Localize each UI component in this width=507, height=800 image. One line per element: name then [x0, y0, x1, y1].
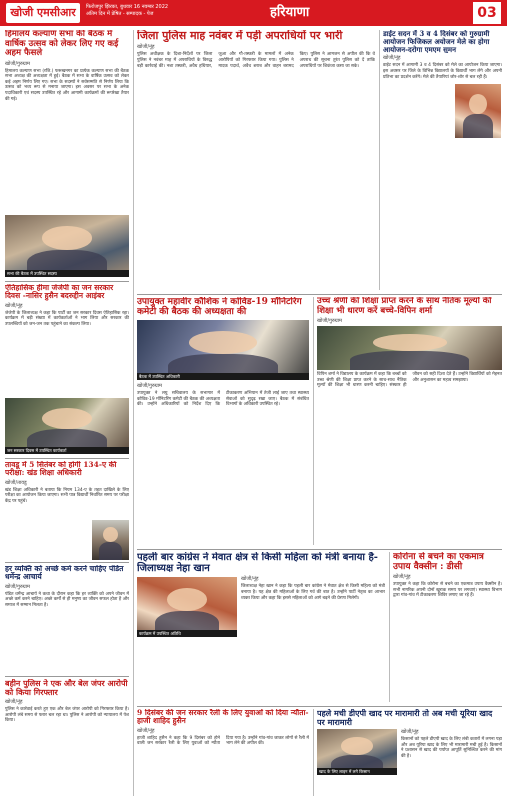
article-police-november: [137, 30, 375, 292]
article-bail-jumper: [5, 679, 129, 796]
headline: कोरोना से बचने का एकमात्र उपाय वैक्सीन : डीसी: [393, 552, 484, 573]
article-himalaya: [5, 30, 129, 210]
byline: खोजी/नूंह: [241, 576, 259, 583]
article-body: हाजी शाहिद हुसैन ने कहा कि 9 दिसंबर को होने वाली जन सरकार रैली के लिए युवाओं को न्यौता दिया गया है। उन्होंने गांव-गांव जाकर लोगों से रैली में भाग लेने की अपील की।: [137, 735, 309, 747]
article-diet-mela: [383, 30, 502, 290]
article-dharmendra: [5, 565, 129, 673]
photo-caption: जन सरकार दिवस में उपस्थित कार्यकर्ता: [5, 447, 129, 454]
byline: खोजी/नूंह: [137, 44, 155, 51]
article-body: उपायुक्त ने कहा कि कोरोना से बचने का एकमात्र उपाय वैक्सीन है। सभी नागरिक अपनी दोनों खुराक समय पर लगवाएं। स्वास्थ्य विभाग द्वारा गांव-गांव में टीकाकरण शिविर लगाए जा रहे हैं।: [393, 582, 502, 599]
byline: खोजी/नूंह: [137, 727, 155, 734]
byline: खोजी/नूंह: [401, 728, 419, 735]
headline: ऐतिहासिक हीमा जेजेपी का जन सरकार दिवस -नासिर हुसैन बदरुद्दीन आइंबर: [5, 284, 114, 301]
byline: खोजी/गुरुग्राम: [137, 383, 162, 390]
headline: उपायुक्त महावीर कौशिक ने कोविड-19 मॉनिटरिंग कमेटी की बैठक की अध्यक्षता की: [137, 297, 302, 318]
article-body: पुलिस ने कार्रवाई करते हुए एक और बेल जंपर आरोपी को गिरफ्तार किया है। आरोपी लंबे समय से फरार चल रहा था। पुलिस ने आरोपी को न्यायालय में पेश किया।: [5, 706, 129, 724]
byline: खोजी/गुरुग्राम: [5, 60, 30, 67]
headline: 9 दिसंबर की जन सरकार रैली के लिए युवाओं को दिया न्यौता-हाजी शाहिद हुसैन: [137, 709, 309, 726]
headline: पहले मची डीएपी खाद पर मारामारी तो अब मची यूरिया खाद पर मारामारी: [317, 709, 493, 727]
photo-meeting: [5, 215, 129, 277]
byline: खोजी/नूंह: [5, 698, 23, 705]
headline: हर व्यक्ति को अच्छे कर्म करने चाहिए पंडित धर्मेन्द्र आचार्य: [5, 565, 124, 582]
article-body: विपिन शर्मा ने विद्यालय के कार्यक्रम में कहा कि बच्चों को उच्च श्रेणी की शिक्षा प्राप्त करने के साथ-साथ नैतिक मूल्यों की शिक्षा भी धारण करनी चाहिए। संस्कार ही जीवन को सही दिशा देते हैं। उन्होंने विद्यार्थियों को मेहनत और अनुशासन का महत्व समझाया।: [317, 372, 502, 389]
photo-committee: [137, 320, 309, 380]
dateline-text: फिरोजपुर झिरका, बुधवार 16 नवम्बर 2022: [86, 4, 169, 10]
article-moral-values: [317, 297, 502, 547]
headline: तावडू में 5 सितंबर को होगी 134-ए की परीक्षा: खंड शिक्षा अधिकारी: [5, 461, 117, 478]
masthead-dateline: [86, 4, 246, 18]
article-body: पंडित धर्मेन्द्र आचार्य ने कथा के दौरान कहा कि हर व्यक्ति को अपने जीवन में अच्छे कर्म करने चाहिए। अच्छे कर्मों से ही मनुष्य का जीवन सफल होता है और समाज में सम्मान मिलता है।: [5, 591, 129, 608]
photo-neha-khan: [137, 577, 237, 637]
article-body: पुलिस अधीक्षक के दिशा-निर्देशों पर जिला पुलिस ने नवंबर माह में अपराधियों के विरुद्ध बड़ी कार्रवाई की। नशा तस्करी, अवैध हथियार, जुआ और गौ-तस्करी के मामलों में अनेक आरोपियों को गिरफ्तार किया गया। पुलिस ने मादक पदार्थ, अवैध शराब और वाहन बरामद किए। पुलिस ने आमजन से अपील की कि वे अपराध की सूचना तुरंत पुलिस को दें ताकि अपराधियों पर शिकंजा कसा जा सके।: [137, 52, 375, 69]
article-body: खंड शिक्षा अधिकारी ने बताया कि नियम 134-ए के तहत दाखिले के लिए परीक्षा का आयोजन किया जाएगा। सभी पात्र विद्यार्थी निर्धारित समय पर परीक्षा केंद्र पर पहुंचें।: [5, 487, 129, 504]
article-body: किसानों को पहले डीएपी खाद के लिए लंबी कतारों में लगना पड़ा और अब यूरिया खाद के लिए भी मारामारी मची हुई है। किसानों ने प्रशासन से खाद की पर्याप्त आपूर्ति सुनिश्चित करने की मांग की है।: [401, 736, 502, 759]
article-covid-committee: [137, 297, 309, 547]
byline: खोजी/गुरुग्राम: [317, 318, 342, 325]
byline: खोजी/नूंह: [5, 302, 23, 309]
dateline-subline: अंतिम दिन में प्रेषित - सम्पादक - पेज: [86, 11, 154, 17]
byline: खोजी/नूंह: [383, 55, 401, 62]
article-vaccine: [393, 552, 502, 704]
headline: उच्च श्रेणी की शिक्षा प्राप्त करने के साथ नैतिक मूल्यों की शिक्षा भी धारण करें बच्चे-विपिन शर्मा: [317, 297, 492, 316]
article-body: डाईट सदन में आगामी 3 व 4 दिसंबर को मेले का आयोजन किया जाएगा। इस अवसर पर जिले के विभिन्न विद्यालयों के विद्यार्थी भाग लेंगे और अपनी प्रतिभा का प्रदर्शन करेंगे। मेले की तैयारियां जोर-शोर से चल रही हैं।: [383, 63, 502, 80]
article-body: जेजेपी के जिलाध्यक्ष ने कहा कि पार्टी का जन सरकार दिवस ऐतिहासिक रहा। कार्यक्रम में बड़ी संख्या में कार्यकर्ताओं ने भाग लिया और सरकार की उपलब्धियों को जन-जन तक पहुंचाने का संकल्प लिया।: [5, 310, 129, 327]
photo-farmers: [317, 729, 397, 775]
headline: पहली बार कांग्रेस ने मेवात क्षेत्र से किसी महिला को मंत्री बनाया है-जिलाध्यक्ष नेहा खान: [137, 552, 378, 575]
article-body: जिलाध्यक्ष नेहा खान ने कहा कि पहली बार कांग्रेस ने मेवात क्षेत्र से किसी महिला को मंत्री बनाया है। यह क्षेत्र की महिलाओं के लिए गर्व की बात है। उन्होंने पार्टी नेतृत्व का आभार व्यक्त किया और कहा कि इससे महिलाओं को आगे बढ़ने की प्रेरणा मिलेगी।: [241, 584, 385, 601]
photo-caption: कार्यक्रम में उपस्थित अतिथि: [137, 630, 237, 637]
photo-jjp: [5, 398, 129, 454]
byline: खोजी/गुरुग्राम: [5, 583, 30, 590]
photo-school: [317, 326, 502, 370]
photo-caption: बैठक में उपस्थित अधिकारी: [137, 373, 309, 380]
headline: बहीन पुलिस ने एक और बेल जंपर आरोपी को किया गिरफ्तार: [5, 679, 128, 697]
article-fertilizer: [317, 709, 502, 796]
article-jjp: [5, 284, 129, 396]
masthead: [0, 0, 507, 26]
headline: हिमालय कल्याण सभा की बैठक में वार्षिक उत्सव को लेकर लिए गए कई अहम फैसले: [5, 30, 119, 59]
photo-suman: [455, 84, 501, 138]
page-number: 03: [473, 2, 501, 24]
masthead-logo: खोजी एमसीआर: [6, 3, 80, 23]
byline: खोजी/तावडू: [5, 479, 27, 486]
headline: जिला पुलिस माह नवंबर में पड़ी अपराधियों पर भारी: [137, 30, 343, 42]
article-rally: [137, 709, 309, 796]
article-body: उपायुक्त ने लघु सचिवालय के सभागार में कोविड-19 मॉनिटरिंग कमेटी की बैठक की अध्यक्षता की। उन्होंने अधिकारियों को निर्देश दिए कि टीकाकरण अभियान में तेजी लाई जाए तथा स्वास्थ्य सेवाओं को सुदृढ़ रखा जाए। बैठक में संबंधित विभागों के अधिकारी उपस्थित रहे।: [137, 391, 309, 408]
photo-caption: सभा की बैठक में उपस्थित सदस्य: [5, 270, 129, 277]
article-body: हिमालय कल्याण सभा (रजि.) फरूखनगर का प्रत्येक कल्याण सभा की बैठक सभा अध्यक्ष की अध्यक्षता में हुई। बैठक में सभा के वार्षिक उत्सव को लेकर कई अहम निर्णय लिए गए। सभा के सदस्यों ने सर्वसम्मति से निर्णय लिया कि उत्सव को भव्य रूप से मनाया जाएगा। इस अवसर पर सभा के अनेक पदाधिकारी एवं सदस्य उपस्थित रहे और आगामी कार्यक्रमों की रूपरेखा तैयार की गई।: [5, 68, 129, 102]
byline: खोजी/नूंह: [393, 574, 411, 581]
photo-caption: खाद के लिए लाइन में लगे किसान: [317, 768, 397, 775]
article-congress-woman: [137, 552, 385, 704]
headline: डाईट सदन में 3 व 4 दिसंबर को गुरुग्रामी आयोजन फिजिकल अयोजन मेले का होगा आयोजन-दरोगा एमएम सुमन: [383, 30, 490, 54]
photo-officer: [92, 520, 129, 560]
section-title: हरियाणा: [270, 5, 310, 20]
